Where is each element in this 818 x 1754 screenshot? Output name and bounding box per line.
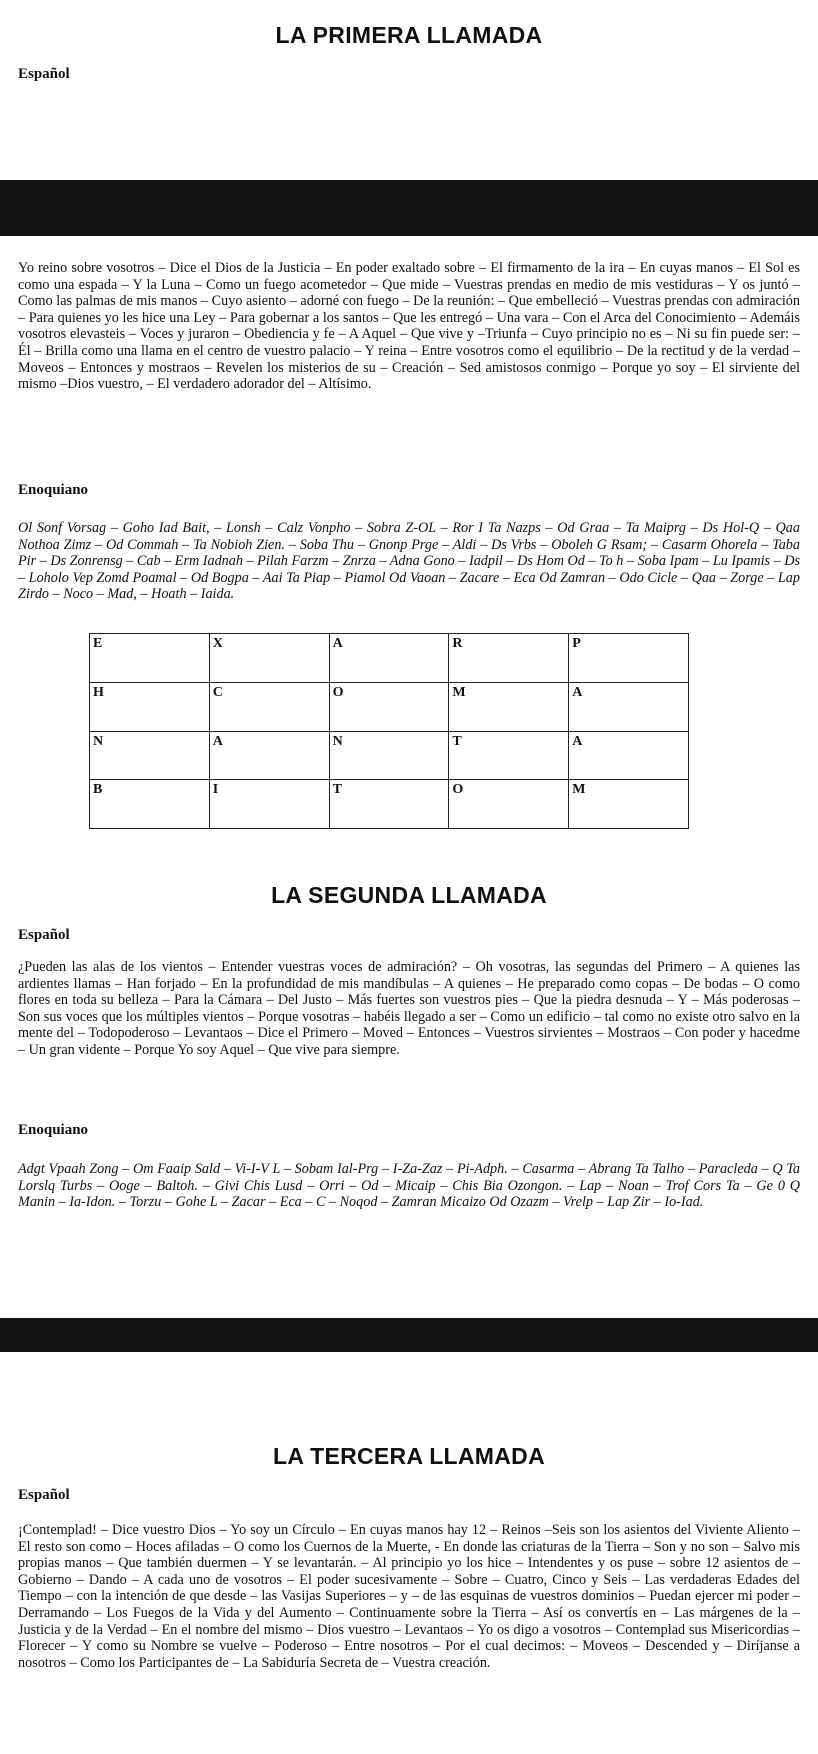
enochian-text-segunda: Adgt Vpaah Zong – Om Faaip Sald – Vi-I-V L – Sobam Ial-Prg – I-Za-Zaz – Pi-Adph. – Casarma – Abrang Ta Talho – Paracleda – Q Ta Lorslq Turbs – Ooge – Baltoh. – Givi Chis Lusd – Orri – Od – Micaip – Chis Bia Ozongon. – Lap – Noan – Trof Cors Ta – Ge 0 Q Manin – Ia-Idon. – Torzu – Gohe L – Zacar – Eca – C – Noqod – Zamran Micaizo Od Ozazm – Vrelp – Lap Zir – Io-Iad. xyxy=(18,1161,800,1211)
table-cell: A xyxy=(569,731,689,780)
table-cell: C xyxy=(209,682,329,731)
table-row xyxy=(90,634,689,683)
table-cell: T xyxy=(329,780,449,829)
spanish-text-segunda: ¿Pueden las alas de los vientos – Entender vuestras voces de admiración? – Oh vosotras, las segundas del Primero – A quienes las ardientes llamas – Han forjado – En la profundidad de mis mandíbulas – A quienes – He preparado como copas – De bodas – O como flores en toda su belleza – Para la Cámara – Del Justo – Más fuertes son vuestros pies – Que la piedra desnuda – Y – Más poderosas – Son sus voces que los múltiples vientos – Porque vosotras – habéis llegado a ser – Como un edificio – tal como no existe otro salvo en la mente del – Todopoderoso – Levantaos – Dice el Primero – Moved – Entonces – Vuestros sirvientes – Mostraos – Con poder y hacedme – Un gran vidente – Porque Yo soy Aquel – Que vive para siempre. xyxy=(18,959,800,1058)
spanish-text-tercera: ¡Contemplad! – Dice vuestro Dios – Yo soy un Círculo – En cuyas manos hay 12 – Reinos –Seis son los asientos del Viviente Aliento – El resto son como – Hoces afiladas – O como los Cuernos de la Muerte, - En donde las criaturas de la Tierra – Son y no son – Salvo mis propias manos – Que también duermen – Y se levantarán. – Al principio yo los hice – Intendentes y os puse – sobre 12 asientos de – Gobierno – Dando – A cada uno de vosotros – El poder sucesivamente – Sobre – Cuatro, Cinco y Seis – Las verdaderas Edades del Tiempo – con la intención de que desde – las Vasijas Superiores – y – de las esquinas de vuestros dominios – Puedan ejercer mi poder – Derramando – Los Fuegos de la Vida y del Aumento – Continuamente sobre la Tierra – Así os convertís en – Las márgenes de la – Justicia y de la Verdad – En el nombre del mismo – Dios vuestro – Levantaos – Yo os digo a vosotros – Contemplad sus Misericordias – Florecer – Y como su Nombre se vuelve – Poderoso – Entre nosotros – Por el cual decimos: – Moveos – Descended y – Diríjanse a nosotros – Como los Participantes de – La Sabiduría Secreta de – Vuestra creación. xyxy=(18,1522,800,1671)
table-cell: T xyxy=(449,731,569,780)
table-cell: A xyxy=(329,634,449,683)
table-row xyxy=(90,731,689,780)
spanish-label-primera: Español xyxy=(18,66,70,82)
enochian-label-primera: Enoquiano xyxy=(18,482,89,498)
table-cell: A xyxy=(209,731,329,780)
table-row xyxy=(90,780,689,829)
spanish-text-primera: Yo reino sobre vosotros – Dice el Dios de la Justicia – En poder exaltado sobre – El firmamento de la ira – En cuyas manos – El Sol es como una espada – Y la Luna – Como un fuego acometedor – Que mide – Vuestras prendas en medio de mis vestiduras – Y os juntó – Como las palmas de mis manos – Cuyo asiento – adorné con fuego – De la reunión: – Que embelleció – Vuestras prendas con admiración – Para quienes yo les hice una Ley – Para gobernar a los santos – Que les entregó – Una vara – Con el Arca del Conocimiento – Ademáis vosotros elevasteis – Voces y juraron – Obediencia y fe – A Aquel – Que vive y –Triunfa – Cuyo principio no es – Ni su fin puede ser: – Él – Brilla como una llama en el centro de vuestro palacio – Y reina – Entre vosotros como el equilibrio – De la rectitud y de la verdad – Moveos – Entonces y mostraos – Revelen los misterios de su – Creación – Sed amistosos conmigo – Porque yo soy – El sirviente del mismo –Dios vuestro, – El verdadero adorador del – Altísimo. xyxy=(18,260,800,393)
enochian-label-segunda: Enoquiano xyxy=(18,1122,89,1138)
table-cell: O xyxy=(449,780,569,829)
spanish-label-segunda: Español xyxy=(18,927,70,943)
table-cell: N xyxy=(329,731,449,780)
section-title-primera: LA PRIMERA LLAMADA xyxy=(275,22,543,48)
enochian-text-primera: Ol Sonf Vorsag – Goho Iad Bait, – Lonsh – Calz Vonpho – Sobra Z-OL – Ror I Ta Nazps – Od Graa – Ta Maiprg – Ds Hol-Q – Qaa Nothoa Zimz – Od Commah – Ta Nobioh Zien. – Soba Thu – Gnonp Prge – Aldi – Ds Vrbs – Oboleh G Rsam; – Casarm Ohorela – Taba Pir – Ds Zonrensg – Cab – Erm Iadnah – Pilah Farzm – Znrza – Adna Gono – Iadpil – Ds Hom Od – To h – Soba Ipam – Lu Ipamis – Ds – Loholo Vep Zomd Poamal – Od Bogpa – Aai Ta Piap – Piamol Od Vaoan – Zacare – Eca Od Zamran – Odo Cicle – Qaa – Zorge – Lap Zirdo – Noco – Mad, – Hoath – Iaida. xyxy=(18,520,800,603)
table-cell: X xyxy=(209,634,329,683)
table-cell: M xyxy=(569,780,689,829)
table-cell: N xyxy=(90,731,210,780)
table-cell: H xyxy=(90,682,210,731)
section-title-tercera: LA TERCERA LLAMADA xyxy=(273,1443,545,1469)
dark-band-top xyxy=(0,180,818,236)
table-cell: P xyxy=(569,634,689,683)
table-row xyxy=(90,682,689,731)
dark-band-middle xyxy=(0,1318,818,1352)
table-cell: A xyxy=(569,682,689,731)
table-cell: B xyxy=(90,780,210,829)
table-cell: R xyxy=(449,634,569,683)
table-cell: I xyxy=(209,780,329,829)
table-cell: O xyxy=(329,682,449,731)
section-title-segunda: LA SEGUNDA LLAMADA xyxy=(271,882,547,908)
letter-table xyxy=(89,633,689,829)
spanish-label-tercera: Español xyxy=(18,1487,70,1503)
table-cell: E xyxy=(90,634,210,683)
table-cell: M xyxy=(449,682,569,731)
